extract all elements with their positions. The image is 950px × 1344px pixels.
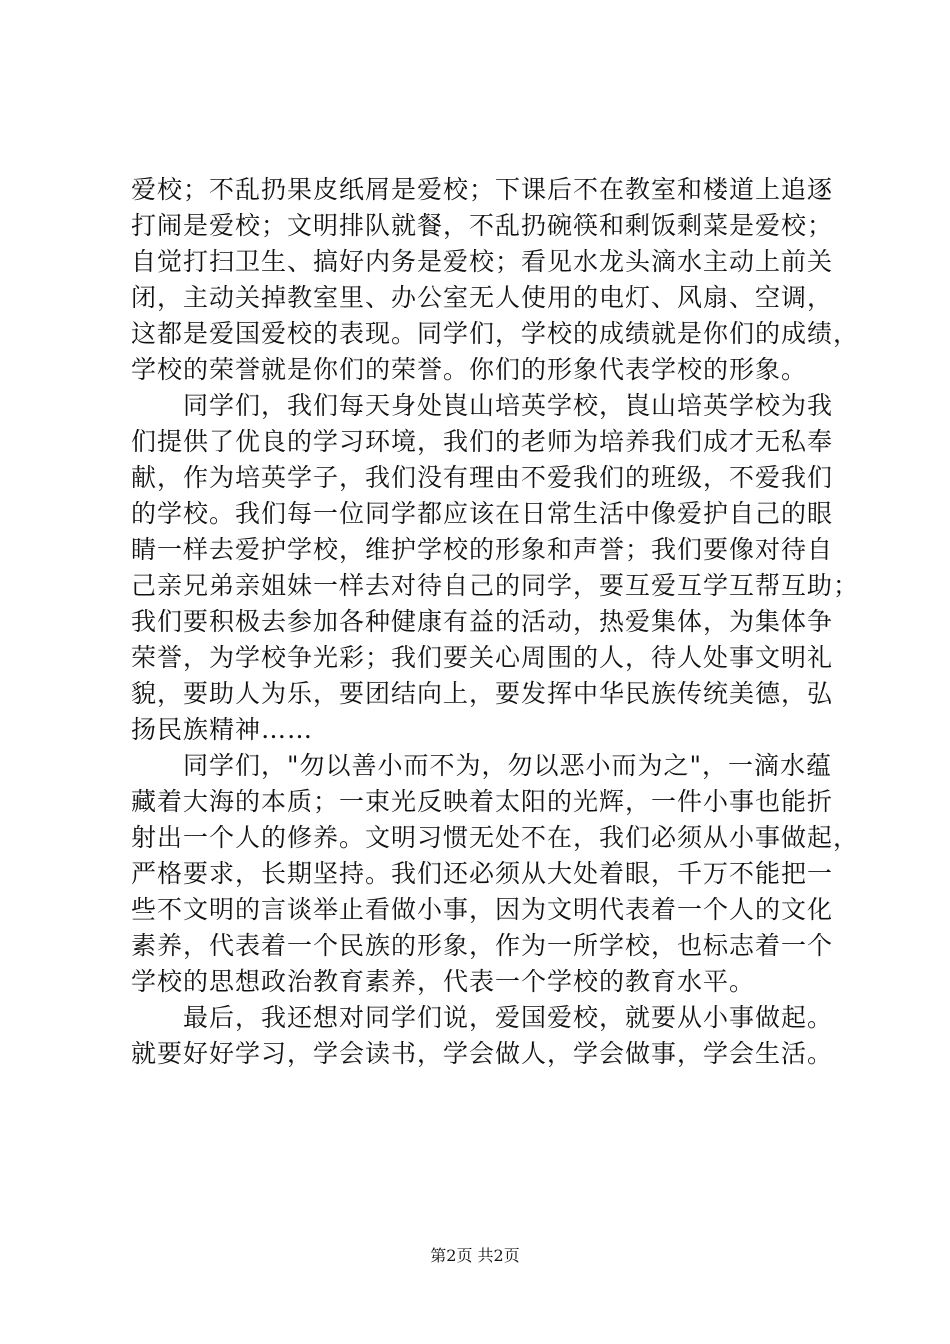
text-line: 貌，要助人为乐，要团结向上，要发挥中华民族传统美德，弘	[131, 679, 834, 708]
text-line: 的学校。我们每一位同学都应该在日常生活中像爱护自己的眼	[131, 499, 834, 528]
page-number: 第2页 共2页	[430, 1246, 520, 1265]
text-line: 射出一个人的修养。文明习惯无处不在，我们必须从小事做起，	[131, 823, 860, 852]
text-line: 藏着大海的本质；一束光反映着太阳的光辉，一件小事也能折	[131, 787, 834, 816]
text-line: 打闹是爱校；文明排队就餐，不乱扔碗筷和剩饭剩菜是爱校；	[131, 211, 834, 240]
text-line: 素养，代表着一个民族的形象，作为一所学校，也标志着一个	[131, 931, 834, 960]
text-line: 严格要求，长期坚持。我们还必须从大处着眼，千万不能把一	[131, 859, 834, 888]
document-body	[131, 172, 860, 1072]
text-line: 我们要积极去参加各种健康有益的活动，热爱集体，为集体争	[131, 607, 834, 636]
paragraph-first-line: 最后，我还想对同学们说，爱国爱校，就要从小事做起。	[183, 1003, 834, 1032]
text-line: 就要好好学习，学会读书，学会做人，学会做事，学会生活。	[131, 1039, 834, 1068]
text-line: 学校的荣誉就是你们的荣誉。你们的形象代表学校的形象。	[131, 355, 808, 384]
text-line: 睛一样去爱护学校，维护学校的形象和声誉；我们要像对待自	[131, 535, 834, 564]
text-line: 献，作为培英学子，我们没有理由不爱我们的班级，不爱我们	[131, 463, 834, 492]
text-line: 闭，主动关掉教室里、办公室无人使用的电灯、风扇、空调，	[131, 283, 834, 312]
text-line: 学校的思想政治教育素养，代表一个学校的教育水平。	[131, 967, 756, 996]
text-line: 这都是爱国爱校的表现。同学们，学校的成绩就是你们的成绩，	[131, 319, 860, 348]
text-line: 爱校；不乱扔果皮纸屑是爱校；下课后不在教室和楼道上追逐	[131, 175, 834, 204]
paragraph-first-line: 同学们，我们每天身处崀山培英学校，崀山培英学校为我	[183, 391, 834, 420]
text-line: 们提供了优良的学习环境，我们的老师为培养我们成才无私奉	[131, 427, 834, 456]
text-line: 己亲兄弟亲姐妹一样去对待自己的同学，要互爱互学互帮互助；	[131, 571, 860, 600]
text-line: 扬民族精神……	[131, 715, 314, 744]
page-footer	[0, 1244, 950, 1268]
text-line: 些不文明的言谈举止看做小事，因为文明代表着一个人的文化	[131, 895, 834, 924]
text-line: 自觉打扫卫生、搞好内务是爱校；看见水龙头滴水主动上前关	[131, 247, 834, 276]
text-line: 荣誉，为学校争光彩；我们要关心周围的人，待人处事文明礼	[131, 643, 834, 672]
paragraph-first-line: 同学们，"勿以善小而不为，勿以恶小而为之"，一滴水蕴	[183, 751, 833, 780]
